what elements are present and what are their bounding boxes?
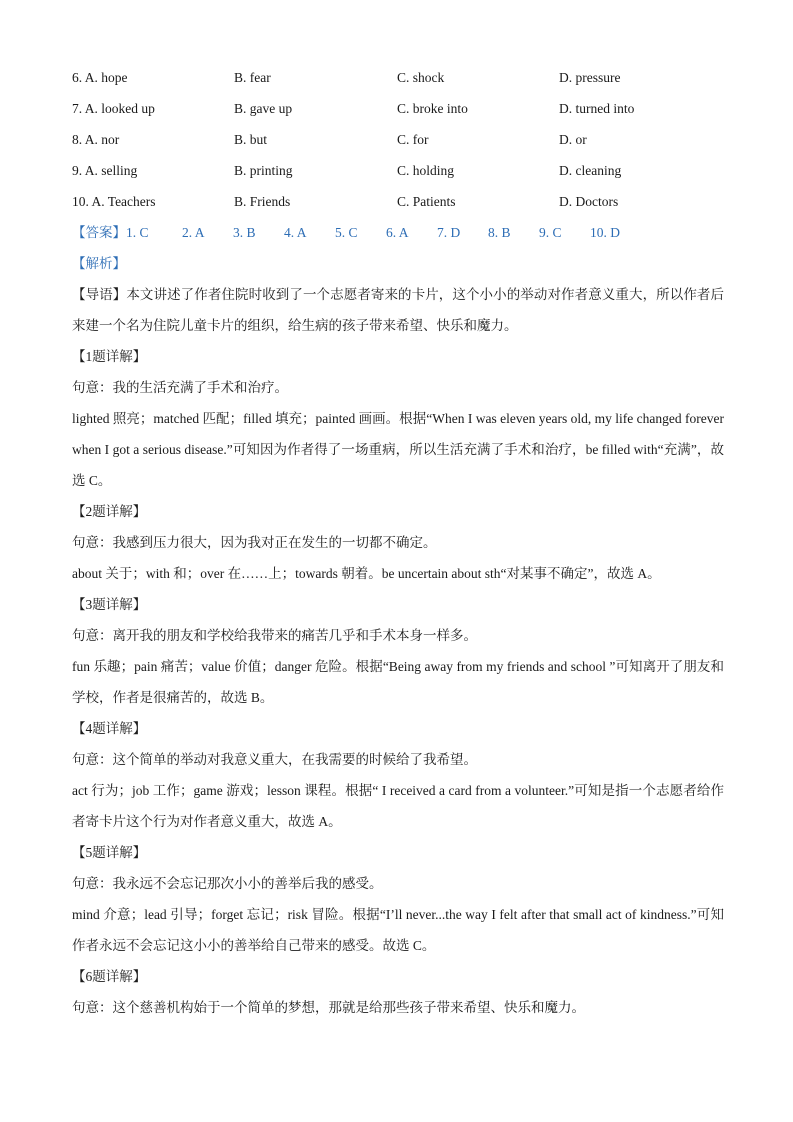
q1-meaning: 句意：我的生活充满了手术和治疗。 — [72, 380, 288, 395]
answer-item: 3. B — [233, 225, 256, 240]
answer-item: 10. D — [590, 225, 620, 240]
option-c: C. holding — [397, 163, 455, 178]
q2-detail: about 关于；with 和；over 在……上；towards 朝着。be uncertain about sth“对某事不确定”，故选 A。 — [72, 566, 661, 581]
q1-detail: lighted 照亮；matched 匹配；filled 填充；painted 画画。根据“When I was eleven years old, my life changed forever when I got a serious disease.”可知因为作者得了一场重病，所以生活充满了手术和治疗，be filled with“充满”，故选 C。 — [72, 411, 724, 488]
option-a: 9. A. selling — [72, 163, 138, 178]
q6-heading: 【6题详解】 — [72, 969, 147, 984]
option-d: D. turned into — [559, 101, 635, 116]
option-row-q8 — [72, 124, 724, 155]
option-a: 6. A. hope — [72, 70, 128, 85]
q2-heading: 【2题详解】 — [72, 504, 147, 519]
option-a: 10. A. Teachers — [72, 194, 156, 209]
option-d: D. cleaning — [559, 163, 622, 178]
q3-meaning: 句意：离开我的朋友和学校给我带来的痛苦几乎和手术本身一样多。 — [72, 628, 477, 643]
option-c: C. for — [397, 132, 429, 147]
option-d: D. pressure — [559, 70, 621, 85]
option-b: B. Friends — [234, 194, 291, 209]
q5-meaning: 句意：我永远不会忘记那次小小的善举后我的感受。 — [72, 876, 383, 891]
option-row-q7 — [72, 93, 724, 124]
analysis-tag: 【解析】 — [72, 256, 126, 271]
answer-item: 8. B — [488, 225, 511, 240]
option-b: B. fear — [234, 70, 271, 85]
option-c: C. broke into — [397, 101, 468, 116]
answer-item: 6. A — [386, 225, 409, 240]
q2-meaning: 句意：我感到压力很大，因为我对正在发生的一切都不确定。 — [72, 535, 437, 550]
answer-tag: 【答案】 — [72, 225, 126, 240]
option-d: D. or — [559, 132, 587, 147]
q4-heading: 【4题详解】 — [72, 721, 147, 736]
q3-detail: fun 乐趣；pain 痛苦；value 价值；danger 危险。根据“Being away from my friends and school ”可知离开了朋友和学校，作者是很痛苦的，故选 B。 — [72, 659, 724, 705]
option-b: B. printing — [234, 163, 293, 178]
answer-item: 4. A — [284, 225, 307, 240]
option-d: D. Doctors — [559, 194, 619, 209]
option-row-q10 — [72, 186, 724, 217]
option-c: C. Patients — [397, 194, 456, 209]
guide-paragraph: 【导语】本文讲述了作者住院时收到了一个志愿者寄来的卡片，这个小小的举动对作者意义重大，所以作者后来建一个名为住院儿童卡片的组织，给生病的孩子带来希望、快乐和魔力。 — [72, 287, 724, 333]
answer-item: 2. A — [182, 225, 205, 240]
answer-item: 5. C — [335, 225, 358, 240]
q4-meaning: 句意：这个简单的举动对我意义重大，在我需要的时候给了我希望。 — [72, 752, 477, 767]
answer-item: 9. C — [539, 225, 562, 240]
q3-heading: 【3题详解】 — [72, 597, 147, 612]
q4-detail: act 行为；job 工作；game 游戏；lesson 课程。根据“ I received a card from a volunteer.”可知是指一个志愿者给作者寄卡片这个行为对作者意义重大，故选 A。 — [72, 783, 724, 829]
answer-item: 1. C — [126, 225, 149, 240]
document-page — [72, 62, 724, 1023]
option-row-q9 — [72, 155, 724, 186]
q5-heading: 【5题详解】 — [72, 845, 147, 860]
option-c: C. shock — [397, 70, 445, 85]
q5-detail: mind 介意；lead 引导；forget 忘记；risk 冒险。根据“I’ll never...the way I felt after that small act of kindness.”可知作者永远不会忘记这小小的善举给自己带来的感受。故选 C。 — [72, 907, 724, 953]
answer-key — [72, 217, 724, 248]
q1-heading: 【1题详解】 — [72, 349, 147, 364]
option-row-q6 — [72, 62, 724, 93]
option-b: B. gave up — [234, 101, 293, 116]
option-a: 8. A. nor — [72, 132, 120, 147]
q6-meaning: 句意：这个慈善机构始于一个简单的梦想，那就是给那些孩子带来希望、快乐和魔力。 — [72, 1000, 585, 1015]
options-block — [72, 62, 724, 217]
option-a: 7. A. looked up — [72, 101, 155, 116]
option-b: B. but — [234, 132, 268, 147]
answer-item: 7. D — [437, 225, 461, 240]
